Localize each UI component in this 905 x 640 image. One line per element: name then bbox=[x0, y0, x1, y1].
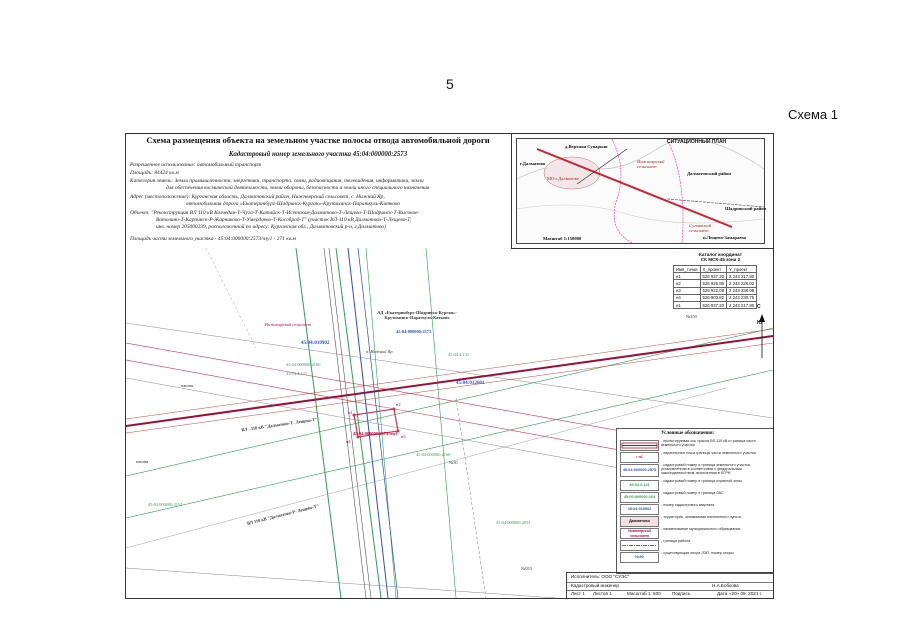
inset-label: п.Лещево-Замараево bbox=[703, 235, 747, 240]
legend bbox=[616, 428, 774, 574]
legend-symbol: 45:04:010902 bbox=[620, 504, 659, 515]
header-line: Разрешенное использование: автомобильный транспорт bbox=[130, 162, 262, 168]
table-cell: н2 bbox=[674, 280, 701, 287]
map-label: пашня bbox=[136, 459, 149, 464]
table-cell: 526 937.20 bbox=[700, 273, 727, 280]
header-line: Площадь: 84424 кв.м bbox=[130, 170, 179, 176]
legend-symbol: 45:00:000000:264 bbox=[620, 492, 659, 503]
stamp-executor: Исполнитель: ООО "СУЭС" bbox=[571, 574, 630, 579]
legend-symbol: 45:04-6.121 bbox=[620, 480, 659, 491]
situational-title: СИТУАЦИОННЫЙ ПЛАН bbox=[667, 139, 727, 145]
coordinates-table bbox=[673, 265, 757, 309]
legend-text: - кадастровый номер и граница охранной зоны bbox=[661, 479, 742, 483]
table-row bbox=[674, 273, 757, 280]
map-label: №50 bbox=[449, 460, 458, 465]
header-line: для обеспечения космической деятельности, земли обороны, безопасности и земли иного специального назначения bbox=[166, 185, 430, 191]
catalog-title bbox=[673, 252, 768, 262]
inset-label: Нижнеярский сельсовет bbox=[637, 159, 665, 169]
table-cell: н4 bbox=[674, 294, 701, 301]
table-cell: н1 bbox=[674, 301, 701, 308]
table-cell: 2 243 238.08 bbox=[727, 287, 757, 294]
table-cell: 2 243 217.80 bbox=[727, 273, 757, 280]
map-label: 45:04:000000:2054 bbox=[496, 520, 531, 525]
table-cell: н1 bbox=[674, 273, 701, 280]
catalog-title-line: Каталог координат bbox=[699, 252, 742, 257]
table-cell: 526 922.08 bbox=[700, 287, 727, 294]
legend-item bbox=[617, 515, 774, 527]
header-line: Объект: "Реконструкция ВЛ 110 кВ Колчедан-Т-Чуга-Т-Катайск-Т-Исетская-Далматово-Т-Лещево-Т-Шадринск-Т-Высокое- bbox=[130, 210, 420, 216]
stamp-row bbox=[567, 590, 774, 599]
map-label: 45:04:000000:2160 bbox=[286, 362, 321, 367]
map-label: 45:04:012601 bbox=[456, 381, 485, 386]
legend-text: - характерная точка границы части земельного участка bbox=[661, 451, 756, 455]
table-row bbox=[674, 287, 757, 294]
table-row bbox=[674, 301, 757, 308]
table-cell: н3 bbox=[674, 287, 701, 294]
point-label: н3 bbox=[401, 434, 406, 439]
map-label: 45:04:010902 bbox=[301, 341, 330, 346]
south-label: Ю bbox=[757, 320, 763, 326]
inset-label: МО г.Далматово bbox=[547, 176, 580, 181]
table-cell: 2 243 226.02 bbox=[727, 280, 757, 287]
stamp-date: «20» 09. 2021 г. bbox=[729, 591, 763, 596]
legend-item bbox=[617, 439, 774, 451]
scheme-sheet bbox=[125, 133, 774, 599]
legend-text: - наименование муниципального образования bbox=[661, 527, 741, 531]
table-header: Имя_точки bbox=[674, 266, 701, 273]
stamp-date-label: Дата bbox=[717, 591, 728, 596]
map-label: 45:04:4.121 bbox=[286, 371, 308, 376]
legend-text: - граница района bbox=[661, 539, 691, 543]
map-label: Нижнеярский сельсовет bbox=[265, 322, 311, 327]
legend-symbol: Нижнеярский сельсовет bbox=[620, 528, 659, 539]
legend-text: - кадастровый номер и граница земельного участка, установленная в соответствии с федеральным законодательством, включенная в ЕГРН bbox=[661, 463, 751, 476]
point-label: н1 bbox=[348, 410, 353, 415]
header-line: инв. номер 205000239, расположенной по адресу: Курганская обл., Далматовский р-н, г.Далматово) bbox=[156, 224, 386, 230]
cadastral-number: Кадастровый номер земельного участка 45:04:000000:2573 bbox=[228, 151, 408, 158]
inset-label: Шадринский район bbox=[725, 206, 767, 211]
map-label: 45:04:000000:2573/чзу1 bbox=[353, 431, 398, 436]
table-cell: 526 903.82 bbox=[700, 294, 727, 301]
legend-text: - номер кадастрового квартала bbox=[661, 503, 715, 507]
map-label: АД «Екатеринбург-Шадринск-Курган»-Крутихинск-Параткуль-Катково bbox=[377, 310, 457, 320]
legend-symbol bbox=[620, 540, 659, 551]
legend-item bbox=[617, 451, 774, 463]
stamp-name: Н.А.Бобкова bbox=[712, 582, 739, 588]
legend-text: - существующая опора ЛЭП, номер опоры bbox=[661, 551, 734, 555]
header-block bbox=[126, 134, 510, 248]
legend-title: Условные обозначения: bbox=[661, 431, 715, 436]
table-header: X_проект bbox=[700, 266, 727, 273]
map-label: 45:04:4.131 bbox=[448, 352, 470, 357]
table-row bbox=[674, 294, 757, 301]
table-cell: 2 243 217.80 bbox=[727, 301, 757, 308]
stamp-scale: Масштаб 1: 500 bbox=[627, 591, 661, 596]
map-label: п. Нижний Яр bbox=[366, 349, 393, 354]
inset-label: д.Верхняя Суварыш bbox=[565, 144, 608, 149]
legend-symbol: Далматово bbox=[620, 516, 659, 527]
stamp-sheet: Лист 1 bbox=[571, 591, 585, 596]
map-label: №053 bbox=[521, 566, 532, 571]
table-cell: 526 937.20 bbox=[700, 301, 727, 308]
map-label: 45:04:000000:2154 bbox=[148, 502, 183, 507]
point-label: н2 bbox=[396, 402, 401, 407]
legend-item bbox=[617, 463, 774, 479]
map-label: пашня bbox=[181, 383, 194, 388]
header-line: автомобильная дорога «Екатеринбург-Шадринск-Курган»-Крутихинск-Параткуль-Катково bbox=[186, 201, 401, 207]
stamp-sheets: Листов 1 bbox=[593, 591, 612, 596]
stamp-engineer: Кадастровый инженер bbox=[571, 582, 619, 588]
legend-symbol bbox=[620, 440, 659, 451]
inset-label: Далматовский район bbox=[687, 171, 731, 176]
legend-item bbox=[617, 527, 774, 539]
legend-item bbox=[617, 551, 774, 563]
scheme-label: Схема 1 bbox=[788, 107, 838, 122]
map-label: ВЛ - 110 кВ "Далматово-Т- Лещево-Т" bbox=[241, 416, 318, 433]
situational-map bbox=[516, 138, 765, 244]
table-header-row bbox=[674, 266, 757, 273]
table-row bbox=[674, 280, 757, 287]
legend-symbol: 45:04:000000:2573 bbox=[620, 464, 659, 477]
north-label: С bbox=[757, 304, 761, 310]
table-cell: 526 926.86 bbox=[700, 280, 727, 287]
header-line: Адрес (местоположение): Курганская область, Далматовский район, Нижнеярский сельсовет, с. Нижний Яр, bbox=[130, 194, 385, 200]
inset-label: г.Далматово bbox=[520, 161, 546, 166]
header-title: Схема размещения объекта на земельном участке полосы отвода автомобильной дороги bbox=[146, 135, 490, 145]
inset-scale: Масштаб 1:150000 bbox=[543, 236, 582, 241]
map-label: ВЛ 110 кВ "Далматово-Р- Лещево-Т" bbox=[246, 503, 320, 526]
header-line: Ватолино-Т-Карпинск-Р-Жарниково-Т-Умердаево-Т-Кособрод-Т" (участок ВЛ-110 кВ Далматово-Т-Лещево-Т, bbox=[156, 217, 412, 223]
legend-item bbox=[617, 503, 774, 515]
legend-text: - территория, занимаемая населенного пункта bbox=[661, 515, 741, 519]
stamp-signature: Подпись bbox=[672, 591, 691, 596]
page-number: 5 bbox=[446, 76, 454, 92]
legend-text: - кадастровый номер и граница ОКС bbox=[661, 491, 724, 495]
map-label: 45:04:000000:2168 bbox=[416, 452, 451, 457]
table-cell: 2 243 230.75 bbox=[727, 294, 757, 301]
inset-label: Сугоякский сельсовет bbox=[689, 223, 712, 233]
point-label: н4 bbox=[346, 439, 351, 444]
map-label: 45:04:000000:2573 bbox=[396, 329, 432, 334]
legend-item bbox=[617, 539, 774, 551]
legend-symbol: • н1 bbox=[620, 452, 659, 463]
legend-item bbox=[617, 491, 774, 503]
title-stamp bbox=[566, 572, 774, 599]
table-header: Y_проект bbox=[727, 266, 757, 273]
legend-symbol: №50 bbox=[620, 552, 659, 563]
legend-item bbox=[617, 479, 774, 491]
catalog-title-line: СК МСК-45 зона 2 bbox=[700, 257, 741, 263]
map-label: №350 bbox=[686, 314, 697, 319]
header-line: Категория земель: Земли промышленности, энергетики, транспорта, связи, радиовещания, телевидения, информатики, земли bbox=[130, 178, 424, 184]
situational-plan bbox=[511, 134, 773, 249]
legend-text: - проектируемая ось трассы ВЛ-110 кВ и граница части земельного участка bbox=[661, 439, 756, 448]
header-line: Площадь части земельного участка - 45:04:000000:2573/чзу1 - 271 кв.м bbox=[130, 236, 296, 242]
